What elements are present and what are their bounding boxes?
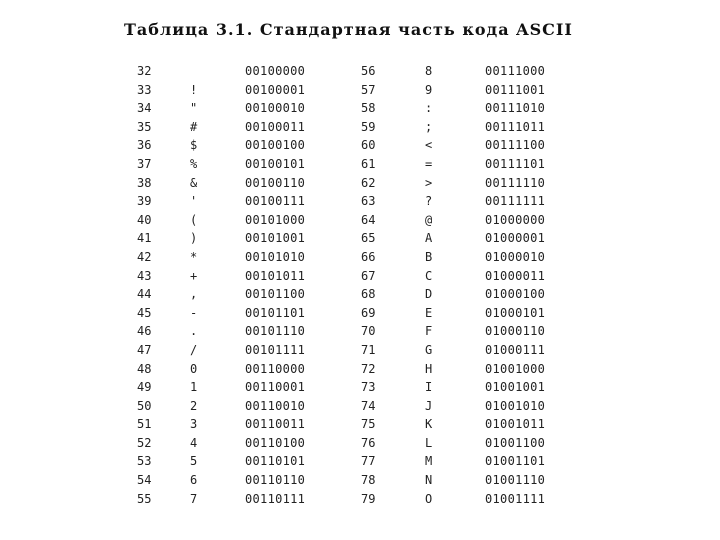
decimal-code-cell: 72 xyxy=(361,361,376,376)
binary-code-cell: 01001010 xyxy=(485,398,546,413)
binary-code-cell: 01000000 xyxy=(485,212,546,227)
decimal-code-cell: 35 xyxy=(137,119,152,134)
binary-code-cell: 00101011 xyxy=(245,268,306,283)
table-row xyxy=(0,452,720,471)
decimal-code-cell: 66 xyxy=(361,249,376,264)
character-cell: @ xyxy=(425,212,433,227)
binary-code-cell: 00111011 xyxy=(485,119,546,134)
binary-code-cell: 00100100 xyxy=(245,138,306,153)
binary-code-cell: 00111110 xyxy=(485,175,546,190)
character-cell: - xyxy=(190,305,198,320)
character-cell: ' xyxy=(190,194,198,209)
binary-code-cell: 00110111 xyxy=(245,491,306,506)
decimal-code-cell: 73 xyxy=(361,380,376,395)
decimal-code-cell: 48 xyxy=(137,361,152,376)
character-cell: . xyxy=(190,324,198,339)
decimal-code-cell: 77 xyxy=(361,454,376,469)
character-cell: : xyxy=(425,101,433,116)
decimal-code-cell: 75 xyxy=(361,417,376,432)
character-cell: 0 xyxy=(190,361,198,376)
decimal-code-cell: 49 xyxy=(137,380,152,395)
binary-code-cell: 00100001 xyxy=(245,82,306,97)
binary-code-cell: 00101000 xyxy=(245,212,306,227)
table-row xyxy=(0,211,720,230)
decimal-code-cell: 64 xyxy=(361,212,376,227)
character-cell: ! xyxy=(190,82,198,97)
binary-code-cell: 00111100 xyxy=(485,138,546,153)
character-cell: J xyxy=(425,398,433,413)
character-cell: > xyxy=(425,175,433,190)
character-cell: I xyxy=(425,380,433,395)
character-cell: 5 xyxy=(190,454,198,469)
binary-code-cell: 00100000 xyxy=(245,64,306,78)
binary-code-cell: 00111010 xyxy=(485,101,546,116)
table-row xyxy=(0,118,720,137)
character-cell: M xyxy=(425,454,433,469)
binary-code-cell: 01001001 xyxy=(485,380,546,395)
character-cell: A xyxy=(425,231,433,246)
decimal-code-cell: 53 xyxy=(137,454,152,469)
table-row xyxy=(0,62,720,81)
decimal-code-cell: 39 xyxy=(137,194,152,209)
binary-code-cell: 00110110 xyxy=(245,473,306,488)
ascii-table xyxy=(0,62,720,508)
character-cell: = xyxy=(425,156,433,171)
character-cell: 1 xyxy=(190,380,198,395)
table-row xyxy=(0,341,720,360)
table-row xyxy=(0,471,720,490)
character-cell: G xyxy=(425,342,433,357)
decimal-code-cell: 56 xyxy=(361,64,376,78)
binary-code-cell: 00110100 xyxy=(245,435,306,450)
table-row xyxy=(0,99,720,118)
decimal-code-cell: 55 xyxy=(137,491,152,506)
decimal-code-cell: 57 xyxy=(361,82,376,97)
binary-code-cell: 01000101 xyxy=(485,305,546,320)
character-cell: " xyxy=(190,101,198,116)
decimal-code-cell: 34 xyxy=(137,101,152,116)
table-row xyxy=(0,490,720,509)
binary-code-cell: 00101110 xyxy=(245,324,306,339)
decimal-code-cell: 71 xyxy=(361,342,376,357)
table-row xyxy=(0,415,720,434)
table-row xyxy=(0,378,720,397)
binary-code-cell: 00100010 xyxy=(245,101,306,116)
character-cell: N xyxy=(425,473,433,488)
character-cell: ? xyxy=(425,194,433,209)
decimal-code-cell: 50 xyxy=(137,398,152,413)
binary-code-cell: 01001011 xyxy=(485,417,546,432)
character-cell: / xyxy=(190,342,198,357)
binary-code-cell: 01000010 xyxy=(485,249,546,264)
table-row xyxy=(0,434,720,453)
table-row xyxy=(0,360,720,379)
character-cell: 3 xyxy=(190,417,198,432)
decimal-code-cell: 54 xyxy=(137,473,152,488)
binary-code-cell: 01001000 xyxy=(485,361,546,376)
decimal-code-cell: 52 xyxy=(137,435,152,450)
decimal-code-cell: 67 xyxy=(361,268,376,283)
decimal-code-cell: 51 xyxy=(137,417,152,432)
binary-code-cell: 01001111 xyxy=(485,491,546,506)
character-cell: ) xyxy=(190,231,198,246)
decimal-code-cell: 78 xyxy=(361,473,376,488)
table-row xyxy=(0,174,720,193)
decimal-code-cell: 36 xyxy=(137,138,152,153)
character-cell: % xyxy=(190,156,198,171)
character-cell: F xyxy=(425,324,433,339)
decimal-code-cell: 58 xyxy=(361,101,376,116)
decimal-code-cell: 41 xyxy=(137,231,152,246)
decimal-code-cell: 69 xyxy=(361,305,376,320)
table-row xyxy=(0,192,720,211)
binary-code-cell: 00110010 xyxy=(245,398,306,413)
binary-code-cell: 00101100 xyxy=(245,287,306,302)
binary-code-cell: 00101111 xyxy=(245,342,306,357)
table-row xyxy=(0,397,720,416)
character-cell: C xyxy=(425,268,433,283)
binary-code-cell: 00110001 xyxy=(245,380,306,395)
decimal-code-cell: 59 xyxy=(361,119,376,134)
decimal-code-cell: 43 xyxy=(137,268,152,283)
decimal-code-cell: 79 xyxy=(361,491,376,506)
character-cell: K xyxy=(425,417,433,432)
binary-code-cell: 01000110 xyxy=(485,324,546,339)
character-cell: ( xyxy=(190,212,198,227)
decimal-code-cell: 60 xyxy=(361,138,376,153)
decimal-code-cell: 61 xyxy=(361,156,376,171)
binary-code-cell: 01001100 xyxy=(485,435,546,450)
table-row xyxy=(0,248,720,267)
table-title: Таблица 3.1. Стандартная часть кода ASCII xyxy=(124,20,573,39)
character-cell: D xyxy=(425,287,433,302)
binary-code-cell: 00101001 xyxy=(245,231,306,246)
table-row xyxy=(0,155,720,174)
binary-code-cell: 00100011 xyxy=(245,119,306,134)
binary-code-cell: 01001110 xyxy=(485,473,546,488)
character-cell: 2 xyxy=(190,398,198,413)
binary-code-cell: 00110000 xyxy=(245,361,306,376)
decimal-code-cell: 44 xyxy=(137,287,152,302)
decimal-code-cell: 45 xyxy=(137,305,152,320)
character-cell: 7 xyxy=(190,491,198,506)
table-row xyxy=(0,322,720,341)
decimal-code-cell: 42 xyxy=(137,249,152,264)
character-cell: * xyxy=(190,249,198,264)
table-row xyxy=(0,81,720,100)
decimal-code-cell: 47 xyxy=(137,342,152,357)
decimal-code-cell: 32 xyxy=(137,64,152,78)
decimal-code-cell: 37 xyxy=(137,156,152,171)
decimal-code-cell: 68 xyxy=(361,287,376,302)
decimal-code-cell: 65 xyxy=(361,231,376,246)
decimal-code-cell: 33 xyxy=(137,82,152,97)
table-row xyxy=(0,136,720,155)
decimal-code-cell: 62 xyxy=(361,175,376,190)
binary-code-cell: 01001101 xyxy=(485,454,546,469)
character-cell: 6 xyxy=(190,473,198,488)
binary-code-cell: 01000100 xyxy=(485,287,546,302)
character-cell: E xyxy=(425,305,433,320)
binary-code-cell: 00100111 xyxy=(245,194,306,209)
binary-code-cell: 00101010 xyxy=(245,249,306,264)
character-cell: H xyxy=(425,361,433,376)
character-cell: & xyxy=(190,175,198,190)
binary-code-cell: 00111000 xyxy=(485,64,546,78)
character-cell: $ xyxy=(190,138,198,153)
decimal-code-cell: 74 xyxy=(361,398,376,413)
binary-code-cell: 01000001 xyxy=(485,231,546,246)
binary-code-cell: 00111111 xyxy=(485,194,546,209)
binary-code-cell: 00101101 xyxy=(245,305,306,320)
binary-code-cell: 00111001 xyxy=(485,82,546,97)
binary-code-cell: 00110011 xyxy=(245,417,306,432)
binary-code-cell: 00100110 xyxy=(245,175,306,190)
character-cell: 9 xyxy=(425,82,433,97)
decimal-code-cell: 63 xyxy=(361,194,376,209)
table-row xyxy=(0,285,720,304)
character-cell: < xyxy=(425,138,433,153)
decimal-code-cell: 40 xyxy=(137,212,152,227)
character-cell: + xyxy=(190,268,198,283)
decimal-code-cell: 76 xyxy=(361,435,376,450)
character-cell: , xyxy=(190,287,198,302)
binary-code-cell: 00111101 xyxy=(485,156,546,171)
decimal-code-cell: 38 xyxy=(137,175,152,190)
character-cell: # xyxy=(190,119,198,134)
binary-code-cell: 00100101 xyxy=(245,156,306,171)
table-row xyxy=(0,267,720,286)
binary-code-cell: 01000011 xyxy=(485,268,546,283)
character-cell: L xyxy=(425,435,433,450)
decimal-code-cell: 70 xyxy=(361,324,376,339)
character-cell: 8 xyxy=(425,64,433,78)
character-cell: O xyxy=(425,491,433,506)
character-cell: B xyxy=(425,249,433,264)
character-cell: ; xyxy=(425,119,433,134)
table-row xyxy=(0,229,720,248)
decimal-code-cell: 46 xyxy=(137,324,152,339)
table-row xyxy=(0,304,720,323)
binary-code-cell: 01000111 xyxy=(485,342,546,357)
character-cell: 4 xyxy=(190,435,198,450)
binary-code-cell: 00110101 xyxy=(245,454,306,469)
